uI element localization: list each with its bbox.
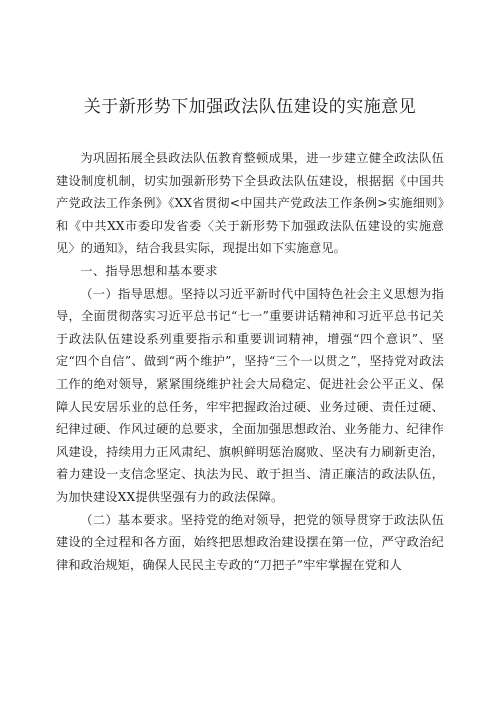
basic-requirements-paragraph: （二）基本要求。坚持党的绝对领导，把党的领导贯穿于政法队伍建设的全过程和各方面，始终把思想政治建设摆在第一位，严守政治纪律和政治规矩，确保人民民主专政的“刀把子”牢牢掌握在党和人 — [56, 512, 444, 572]
document-title: 关于新形势下加强政法队伍建设的实施意见 — [83, 97, 417, 117]
section-heading: 一、指导思想和基本要求 — [80, 263, 218, 278]
guiding-ideology-paragraph: （一）指导思想。坚持以习近平新时代中国特色社会主义思想为指导，全面贯彻落实习近平总书记“七一”重要讲话精神和习近平总书记关于政法队伍建设系列重要指示和重要训词精神，增强“四个意识”、坚定“四个自信”、做到“两个维护”，坚持“三个一以贯之”，坚持党对政法工作的绝对领导，紧紧围绕维护社会大局稳定、促进社会公平正义、保障人民安居乐业的总任务，牢牢把握政治过硬、业务过硬、责任过硬、纪律过硬、作风过硬的总要求，全面加强思想政治、业务能力、纪律作风建设，持续用力正风肃纪、旗帜鲜明惩治腐败、坚决有力刷新吏治，着力建设一支信念坚定、执法为民、敢于担当、清正廉洁的政法队伍，为加快建设XX提供坚强有力的政法保障。 — [56, 286, 444, 504]
intro-paragraph: 为巩固拓展全县政法队伍教育整顿成果，进一步建立健全政法队伍建设制度机制，切实加强新形势下全县政法队伍建设，根据据《中国共产党政法工作条例》《XX省贯彻<中国共产党政法工作条例>实施细则》和《中共XX市委印发省委〈关于新形势下加强政法队伍建设的实施意见〉的通知》，结合我县实际，现提出如下实施意见。 — [56, 151, 444, 256]
